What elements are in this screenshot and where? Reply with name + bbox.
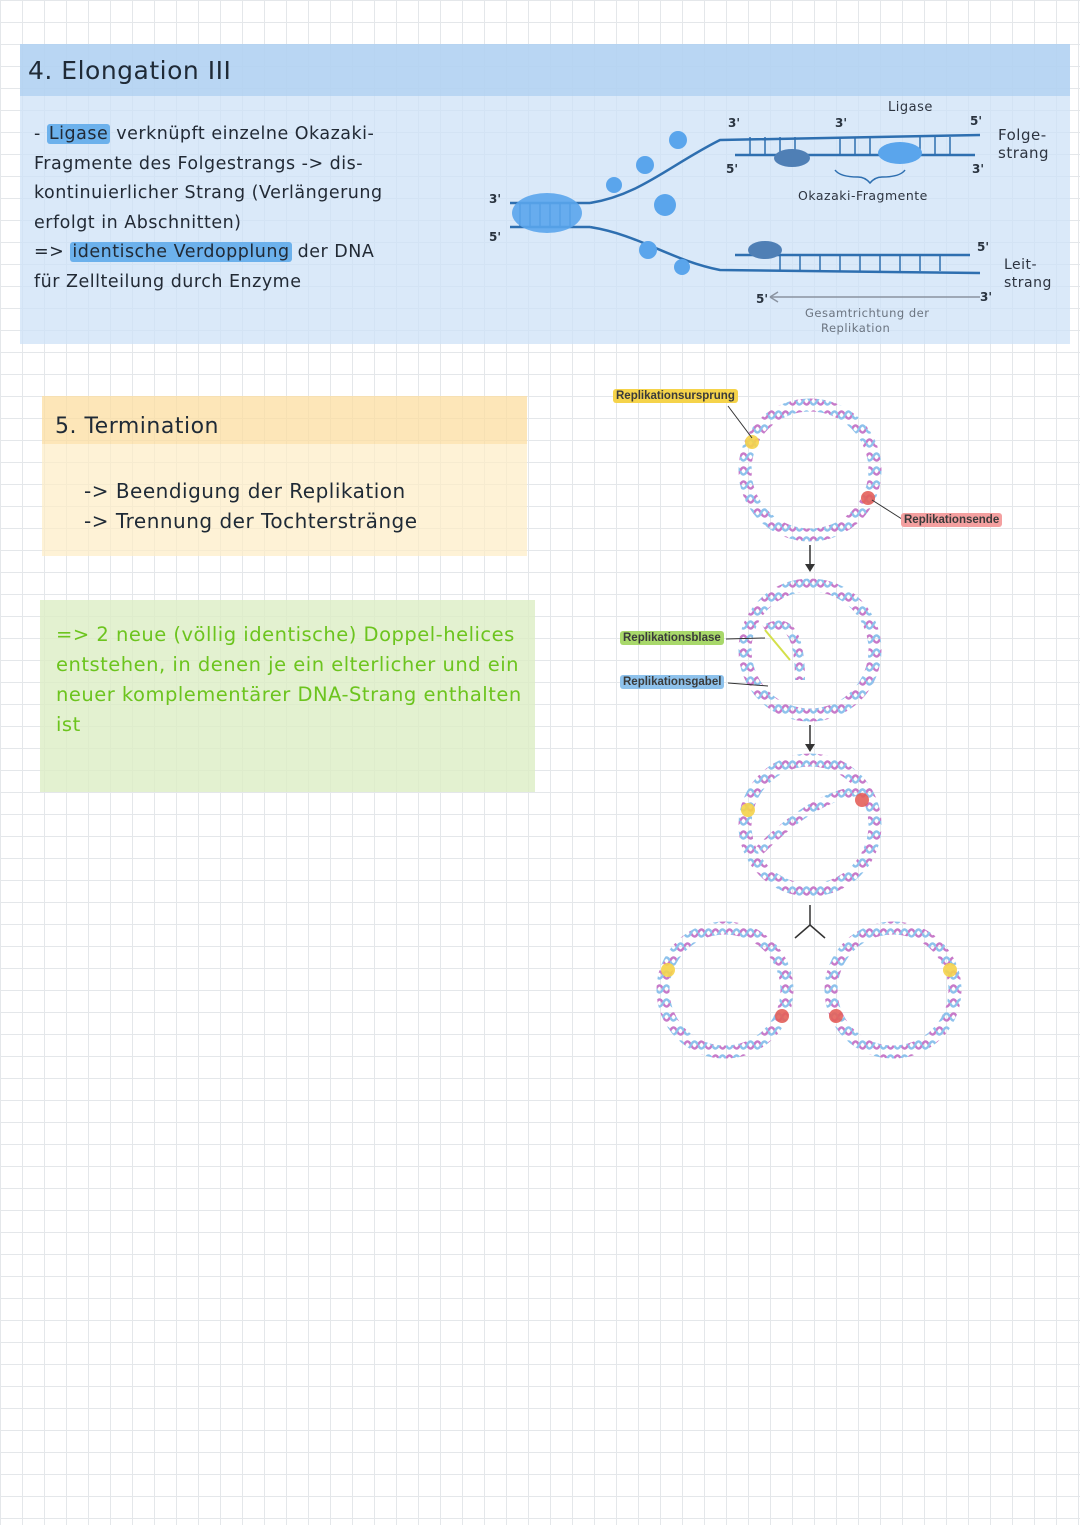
section-4-title: 4. Elongation III bbox=[28, 56, 232, 85]
replication-fork-diagram bbox=[480, 95, 1070, 345]
end-label: Replikationsende bbox=[901, 513, 1002, 527]
line-1: - Ligase verknüpft einzelne Okazaki- bbox=[34, 124, 375, 144]
direction-label: Gesamtrichtung der Replikation bbox=[805, 306, 930, 335]
leitstrang-label: Leit- strang bbox=[1004, 257, 1052, 291]
section-5-list bbox=[84, 476, 418, 536]
ligase-highlight: Ligase bbox=[48, 124, 109, 144]
identisch-highlight: identische Verdopplung bbox=[72, 242, 290, 262]
ligase-label: Ligase bbox=[888, 100, 933, 115]
section-4-text bbox=[34, 120, 464, 297]
origin-label: Replikationsursprung bbox=[613, 389, 738, 403]
line-5: => identische Verdopplung der DNA bbox=[34, 242, 375, 262]
bubble-label: Replikationsblase bbox=[620, 631, 724, 645]
line-4: erfolgt in Abschnitten) bbox=[34, 212, 242, 233]
folgestrang-label: Folge- strang bbox=[998, 126, 1050, 162]
circular-replication-diagram bbox=[600, 380, 1020, 1100]
list-item: -> Beendigung der Replikation bbox=[84, 479, 406, 503]
okazaki-label: Okazaki-Fragmente bbox=[798, 188, 928, 203]
section-5-title: 5. Termination bbox=[55, 414, 219, 439]
result-text: => 2 neue (völlig identische) Doppel-helices entstehen, in denen je ein elterlicher und ein neuer komplementärer DNA-Strang enthalten ist bbox=[56, 623, 522, 736]
line-6: für Zellteilung durch Enzyme bbox=[34, 271, 302, 292]
line-3: kontinuierlicher Strang (Verlängerung bbox=[34, 183, 383, 203]
line-2: Fragmente des Folgestrangs -> dis- bbox=[34, 153, 364, 174]
fork-label: Replikationsgabel bbox=[620, 675, 724, 689]
list-item: -> Trennung der Tochterstränge bbox=[84, 509, 418, 533]
